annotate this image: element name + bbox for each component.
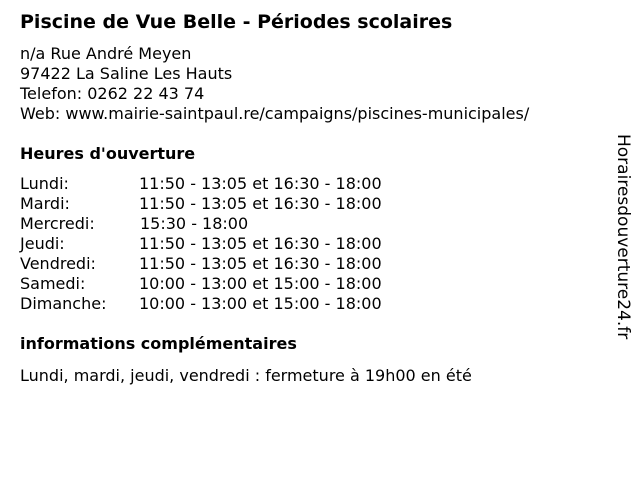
time-range: 11:50 - 13:05 et 16:30 - 18:00: [139, 254, 382, 273]
day-label: Dimanche:: [20, 294, 107, 313]
page-title: Piscine de Vue Belle - Périodes scolaires: [20, 11, 453, 33]
time-range: 11:50 - 13:05 et 16:30 - 18:00: [139, 174, 382, 193]
additional-info-heading: informations complémentaires: [20, 334, 297, 353]
opening-hours-heading: Heures d'ouverture: [20, 144, 196, 163]
phone-number: Telefon: 0262 22 43 74: [20, 84, 205, 103]
day-label: Mercredi:: [20, 214, 95, 233]
watermark-text: Horairesdouverture24.fr: [613, 134, 633, 340]
website: Web: www.mairie-saintpaul.re/campaigns/piscines-municipales/: [20, 104, 530, 123]
time-range: 11:50 - 13:05 et 16:30 - 18:00: [139, 234, 382, 253]
watermark: [610, 134, 636, 344]
time-range: 11:50 - 13:05 et 16:30 - 18:00: [139, 194, 382, 213]
street-address: n/a Rue André Meyen: [20, 44, 192, 63]
day-label: Lundi:: [20, 174, 69, 193]
additional-info-text: Lundi, mardi, jeudi, vendredi : fermeture à 19h00 en été: [20, 366, 472, 385]
day-label: Mardi:: [20, 194, 70, 213]
day-label: Samedi:: [20, 274, 86, 293]
address-block: [20, 44, 529, 124]
day-label: Jeudi:: [20, 234, 65, 253]
time-range: 10:00 - 13:00 et 15:00 - 18:00: [139, 294, 382, 313]
city-address: 97422 La Saline Les Hauts: [20, 64, 233, 83]
time-range: 10:00 - 13:00 et 15:00 - 18:00: [139, 274, 382, 293]
day-label: Vendredi:: [20, 254, 96, 273]
time-range: 15:30 - 18:00: [140, 214, 249, 233]
